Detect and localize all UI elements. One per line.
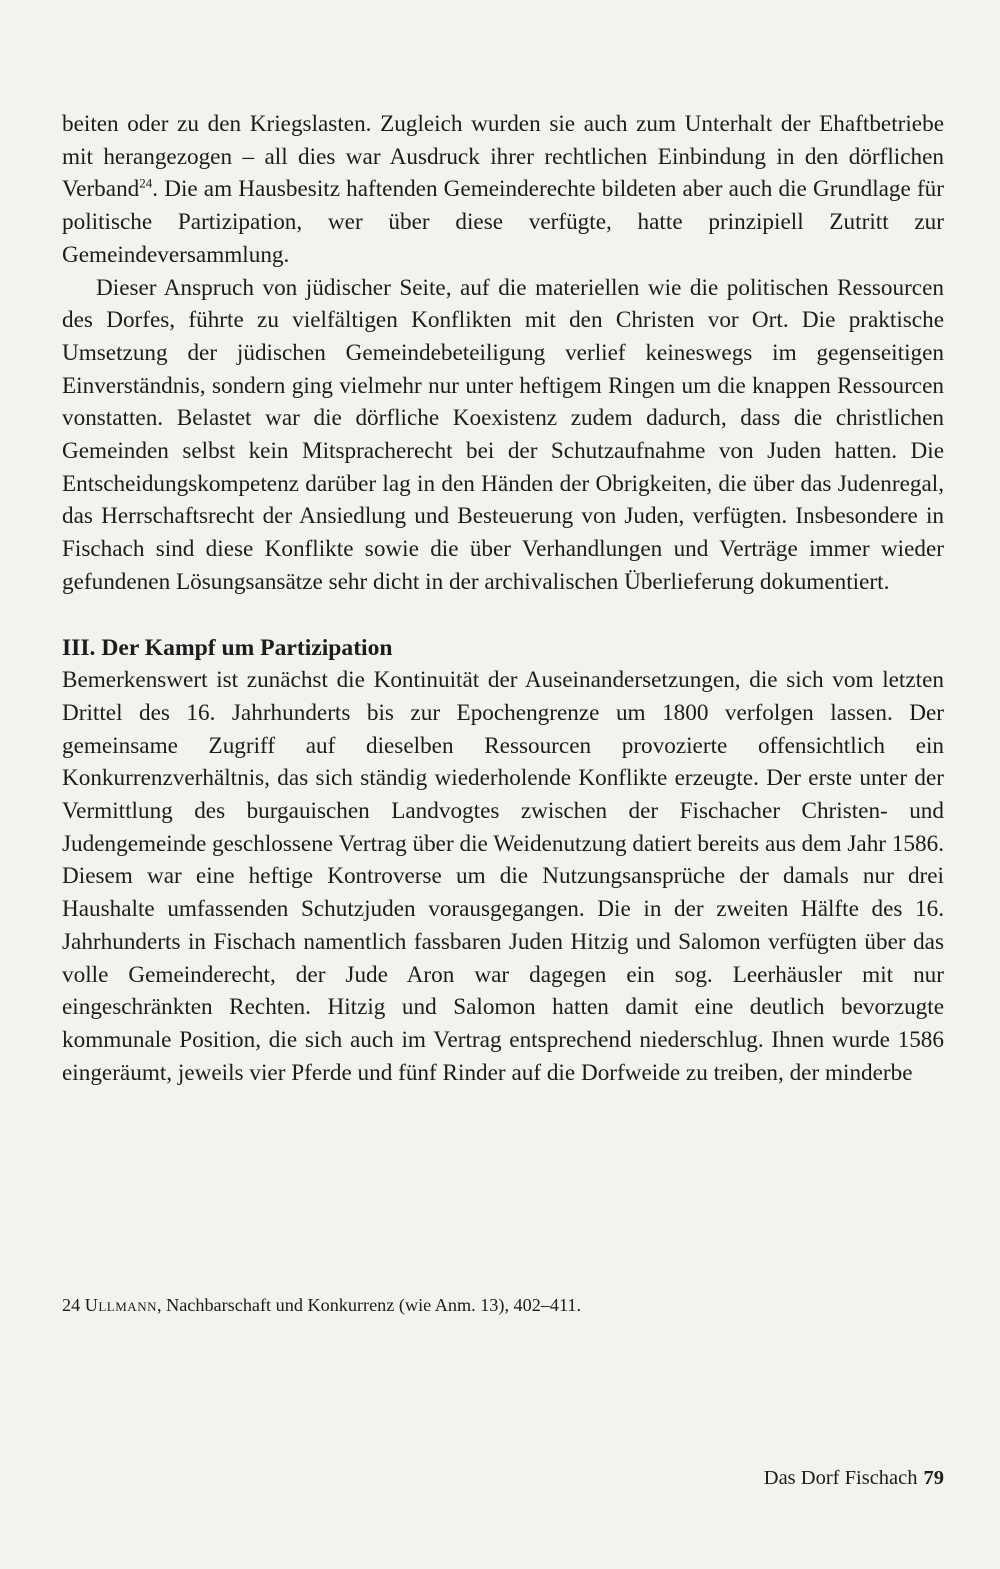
paragraph-3: Bemerkenswert ist zunächst die Kontinuität der Auseinandersetzungen, die sich vom letzten Drittel des 16. Jahrhunderts bis zur Epochengrenze um 1800 verfolgen lassen. Der gemeinsame Zugriff auf dieselben Ressourcen provozierte offensichtlich ein Konkurrenzverhältnis, das sich ständig wiederholende Konflikte erzeugte. Der erste unter der Vermittlung des burgauischen Landvogtes zwischen der Fischacher Christen- und Judengemeinde geschlossene Vertrag über die Weidenutzung datiert bereits aus dem Jahr 1586. Diesem war eine heftige Kontroverse um die Nutzungsansprüche der damals nur drei Haushalte umfassenden Schutzjuden vorausgegangen. Die in der zweiten Hälfte des 16. Jahrhunderts in Fischach namentlich fassbaren Juden Hitzig und Salomon verfügten über das volle Gemeinderecht, der Jude Aron war dagegen ein sog. Leerhäusler mit nur eingeschränkten Rechten. Hitzig und Salomon hatten damit eine deutlich bevorzugte kommunale Position, die sich auch im Vertrag entsprechend niederschlug. Ihnen wurde 1586 eingeräumt, jeweils vier Pferde und fünf Rinder auf die Dorfweide zu treiben, der minderbe <box>62 667 944 1086</box>
paragraph-1-text-b: . Die am Hausbesitz haftenden Gemeinderechte bildeten aber auch die Grundlage für politische Partizipation, wer über diese verfügte, hatte prinzipiell Zutritt zur Gemeindeversammlung. <box>62 176 944 268</box>
footnote-number: 24 <box>62 1295 81 1315</box>
running-title: Das Dorf Fischach <box>763 1467 918 1489</box>
paragraph-2: Dieser Anspruch von jüdischer Seite, auf die materiellen wie die politischen Ressourcen des Dorfes, führte zu vielfältigen Konflikten mit den Christen vor Ort. Die praktische Umsetzung der jüdischen Gemeindebeteiligung verlief keineswegs im gegenseitigen Einverständnis, sondern ging vielmehr nur unter heftigem Ringen um die knappen Ressourcen vonstatten. Belastet war die dörfliche Koexistenz zudem dadurch, dass die christlichen Gemeinden selbst kein Mitspracherecht bei der Schutzaufnahme von Juden hatten. Die Entscheidungskompetenz darüber lag in den Händen der Obrigkeiten, die über das Judenregal, das Herrschaftsrecht der Ansiedlung und Besteuerung von Juden, verfügten. Insbesondere in Fischach sind diese Konflikte sowie die über Verhandlungen und Verträge immer wieder gefundenen Lösungsansätze sehr dicht in der archivalischen Überlieferung dokumentiert. <box>62 274 944 595</box>
page-body <box>62 108 944 1089</box>
page-footer <box>764 1464 944 1492</box>
footnote-text: , Nachbarschaft und Konkurrenz (wie Anm. 13), 402–411. <box>156 1295 582 1315</box>
footnote <box>62 1292 944 1318</box>
paragraph-1-text-a: beiten oder zu den Kriegslasten. Zugleich wurden sie auch zum Unterhalt der Ehaftbetriebe mit herangezogen – all dies war Ausdruck ihrer rechtlichen Einbindung in den dörflichen Verband <box>62 111 944 203</box>
footnote-author: Ullmann <box>84 1295 157 1315</box>
page-number: 79 <box>923 1467 944 1489</box>
section-heading: III. Der Kampf um Partizipation <box>62 634 393 661</box>
footnote-reference[interactable]: 24 <box>139 175 153 191</box>
paragraph-1 <box>62 108 944 272</box>
